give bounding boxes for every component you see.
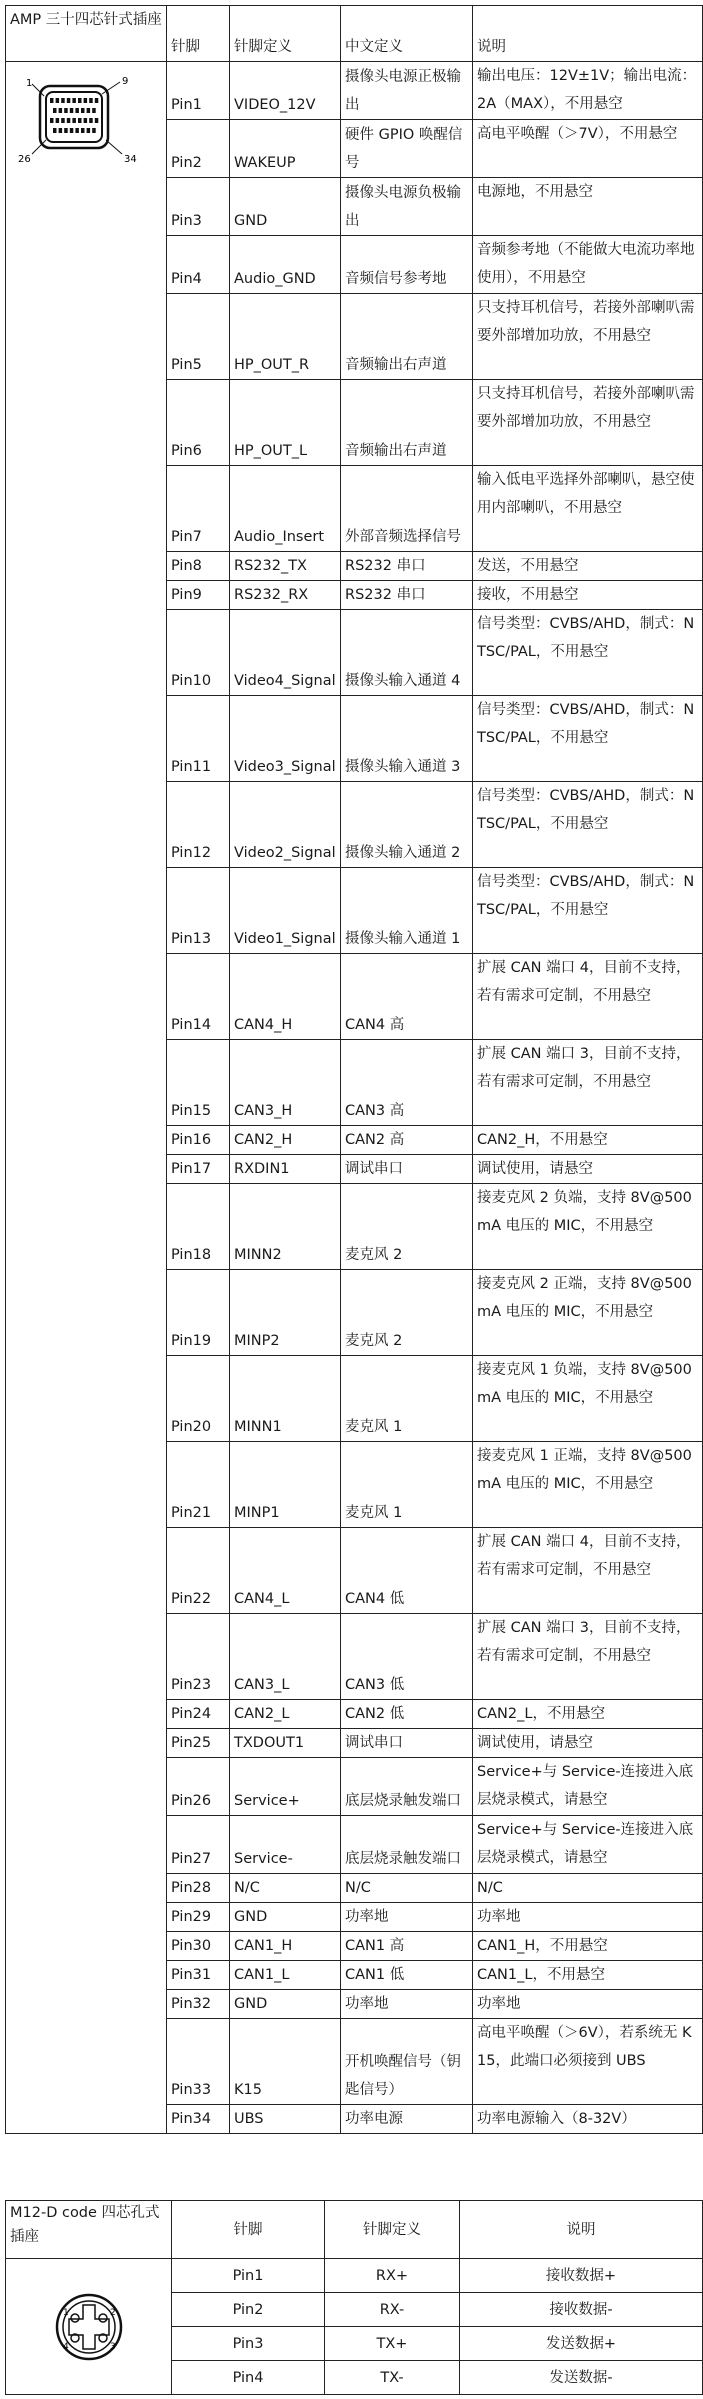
pin-def-cell: CAN4_H xyxy=(230,954,341,1040)
pin-cell: Pin29 xyxy=(167,1903,230,1932)
connector-pin-dot xyxy=(67,98,71,103)
cn-def-cell: 摄像头输入通道 1 xyxy=(341,868,473,954)
pin-cell: Pin21 xyxy=(167,1442,230,1528)
desc-cell: 接收数据- xyxy=(460,2293,703,2327)
cn-def-cell: 音频信号参考地 xyxy=(341,236,473,294)
cn-def-cell: 摄像头输入通道 3 xyxy=(341,696,473,782)
connector-pin-dot xyxy=(56,98,60,103)
cn-def-cell: 调试串口 xyxy=(341,1729,473,1758)
desc-cell: 输出电压：12V±1V；输出电流：2A（MAX），不用悬空 xyxy=(473,62,703,120)
pin-def-cell: RX+ xyxy=(325,2259,460,2293)
pin-cell: Pin2 xyxy=(172,2293,325,2327)
connector-pin-dot xyxy=(67,118,71,123)
pin-cell: Pin4 xyxy=(172,2361,325,2395)
cn-def-cell: 硬件 GPIO 唤醒信号 xyxy=(341,120,473,178)
pin-def-cell: Audio_GND xyxy=(230,236,341,294)
connector-pin-dot xyxy=(92,108,96,113)
pin-cell: Pin8 xyxy=(167,552,230,581)
pin-def-cell: RX- xyxy=(325,2293,460,2327)
cn-def-cell: 麦克风 1 xyxy=(341,1442,473,1528)
desc-cell: 只支持耳机信号，若接外部喇叭需要外部增加功放，不用悬空 xyxy=(473,380,703,466)
cn-def-cell: 调试串口 xyxy=(341,1155,473,1184)
connector-pin-dot xyxy=(89,118,93,123)
desc-cell: 发送数据+ xyxy=(460,2327,703,2361)
cn-def-cell: 音频输出右声道 xyxy=(341,294,473,380)
cn-def-cell: CAN4 低 xyxy=(341,1528,473,1614)
desc-cell: Service+与 Service-连接进入底层烧录模式，请悬空 xyxy=(473,1816,703,1874)
cn-def-cell: 摄像头输入通道 4 xyxy=(341,610,473,696)
pin-cell: Pin3 xyxy=(172,2327,325,2361)
connector-pin-dot xyxy=(87,128,91,133)
connector-pin-dot xyxy=(81,128,85,133)
cn-def-cell: RS232 串口 xyxy=(341,552,473,581)
pin-def-cell: CAN2_L xyxy=(230,1700,341,1729)
connector-pin-dot xyxy=(61,98,64,103)
connector-pin-dot xyxy=(72,118,76,123)
pin-def-cell: UBS xyxy=(230,2105,341,2134)
connector-pin-dot xyxy=(95,98,99,103)
desc-cell: 接收，不用悬空 xyxy=(473,581,703,610)
watermark: ​ xyxy=(323,230,337,270)
pin-def-cell: CAN2_H xyxy=(230,1126,341,1155)
desc-cell: 扩展 CAN 端口 4，目前不支持，若有需求可定制，不用悬空 xyxy=(473,1528,703,1614)
connector-pin-dot xyxy=(64,108,68,113)
pin-def-cell: MINN2 xyxy=(230,1184,341,1270)
conn-label-1: 1 xyxy=(26,78,33,89)
header-pin: 针脚 xyxy=(167,6,230,62)
connector-pin-dot xyxy=(78,98,82,103)
connector-pin-dot xyxy=(56,118,60,123)
pin-def-cell: Video2_Signal xyxy=(230,782,341,868)
desc-cell: 信号类型：CVBS/AHD，制式：NTSC/PAL，不用悬空 xyxy=(473,782,703,868)
cn-def-cell: 功率地 xyxy=(341,1990,473,2019)
pin-def-cell: RXDIN1 xyxy=(230,1155,341,1184)
connector-pin-dot xyxy=(95,118,99,123)
pin-def-cell: RS232_RX xyxy=(230,581,341,610)
m12-connector-icon xyxy=(49,2291,129,2363)
cn-def-cell: 功率电源 xyxy=(341,2105,473,2134)
pin-cell: Pin4 xyxy=(167,236,230,294)
connector-pin-dot xyxy=(81,108,85,113)
cn-def-cell: 麦克风 1 xyxy=(341,1356,473,1442)
cn-def-cell: CAN3 低 xyxy=(341,1614,473,1700)
pin-cell: Pin10 xyxy=(167,610,230,696)
pin-def-cell: GND xyxy=(230,1990,341,2019)
pin-cell: Pin30 xyxy=(167,1932,230,1961)
cn-def-cell: 外部音频选择信号 xyxy=(341,466,473,552)
pin-cell: Pin31 xyxy=(167,1961,230,1990)
cn-def-cell: RS232 串口 xyxy=(341,581,473,610)
pin-cell: Pin27 xyxy=(167,1816,230,1874)
connector-pin-dot xyxy=(92,128,96,133)
pin-cell: Pin18 xyxy=(167,1184,230,1270)
connector-pin-dot xyxy=(78,118,82,123)
pin-cell: Pin20 xyxy=(167,1356,230,1442)
pin-def-cell: TX- xyxy=(325,2361,460,2395)
pin-cell: Pin12 xyxy=(167,782,230,868)
cn-def-cell: 底层烧录触发端口 xyxy=(341,1758,473,1816)
pin-def-cell: Service+ xyxy=(230,1758,341,1816)
connector-pin-dot xyxy=(87,108,91,113)
pin-def-cell: MINP1 xyxy=(230,1442,341,1528)
connector-pin-dot xyxy=(75,108,79,113)
desc-cell: 信号类型：CVBS/AHD，制式：NTSC/PAL，不用悬空 xyxy=(473,696,703,782)
desc-cell: 只支持耳机信号，若接外部喇叭需要外部增加功放，不用悬空 xyxy=(473,294,703,380)
pin-def-cell: CAN1_H xyxy=(230,1932,341,1961)
pin-cell: Pin28 xyxy=(167,1874,230,1903)
pin-def-cell: TXDOUT1 xyxy=(230,1729,341,1758)
pin-cell: Pin32 xyxy=(167,1990,230,2019)
conn-label-9: 9 xyxy=(122,76,129,87)
pin-cell: Pin9 xyxy=(167,581,230,610)
desc-cell: 接麦克风 2 正端，支持 8V@500mA 电压的 MIC，不用悬空 xyxy=(473,1270,703,1356)
header-def: 针脚定义 xyxy=(325,2201,460,2259)
desc-cell: 发送，不用悬空 xyxy=(473,552,703,581)
connector-pin-dot xyxy=(61,118,64,123)
conn-label-34: 34 xyxy=(124,154,137,164)
amp34-connector-icon xyxy=(10,74,150,164)
m12-label-4: 4 xyxy=(62,2341,69,2352)
desc-cell: 功率地 xyxy=(473,1903,703,1932)
header-desc: 说明 xyxy=(460,2201,703,2259)
connector-pin-dot xyxy=(53,128,57,133)
desc-cell: 接麦克风 1 负端，支持 8V@500mA 电压的 MIC，不用悬空 xyxy=(473,1356,703,1442)
connector-pin-dot xyxy=(72,98,76,103)
pin-cell: Pin24 xyxy=(167,1700,230,1729)
desc-cell: 接麦克风 2 负端，支持 8V@500mA 电压的 MIC，不用悬空 xyxy=(473,1184,703,1270)
cn-def-cell: CAN2 高 xyxy=(341,1126,473,1155)
connector-pin-dot xyxy=(59,128,63,133)
cn-def-cell: CAN3 高 xyxy=(341,1040,473,1126)
desc-cell: 接麦克风 1 正端，支持 8V@500mA 电压的 MIC，不用悬空 xyxy=(473,1442,703,1528)
pin-def-cell: Service- xyxy=(230,1816,341,1874)
connector-image-cell xyxy=(6,62,167,2134)
desc-cell: 扩展 CAN 端口 3，目前不支持，若有需求可定制，不用悬空 xyxy=(473,1040,703,1126)
pin-cell: Pin2 xyxy=(167,120,230,178)
pin-def-cell: CAN3_H xyxy=(230,1040,341,1126)
pin-def-cell: TX+ xyxy=(325,2327,460,2361)
connector-pin-dot xyxy=(50,98,54,103)
pin-cell: Pin34 xyxy=(167,2105,230,2134)
pin-def-cell: WAKEUP xyxy=(230,120,341,178)
connector-pin-dot xyxy=(84,98,88,103)
desc-cell: 接收数据+ xyxy=(460,2259,703,2293)
pin-cell: Pin33 xyxy=(167,2019,230,2105)
connector-pin-dot xyxy=(53,108,57,113)
desc-cell: 功率电源输入（8-32V） xyxy=(473,2105,703,2134)
header-def: 针脚定义 xyxy=(230,6,341,62)
desc-cell: 电源地，不用悬空 xyxy=(473,178,703,236)
pin-cell: Pin17 xyxy=(167,1155,230,1184)
desc-cell: 发送数据- xyxy=(460,2361,703,2395)
header-connector: AMP 三十四芯针式插座 xyxy=(6,6,167,62)
desc-cell: N/C xyxy=(473,1874,703,1903)
m12-pinout-table xyxy=(5,2200,703,2395)
pin-def-cell: Video1_Signal xyxy=(230,868,341,954)
pin-cell: Pin16 xyxy=(167,1126,230,1155)
desc-cell: 信号类型：CVBS/AHD，制式：NTSC/PAL，不用悬空 xyxy=(473,868,703,954)
pin-cell: Pin5 xyxy=(167,294,230,380)
pin-def-cell: CAN3_L xyxy=(230,1614,341,1700)
pin-cell: Pin14 xyxy=(167,954,230,1040)
cn-def-cell: CAN1 低 xyxy=(341,1961,473,1990)
desc-cell: 扩展 CAN 端口 3，目前不支持，若有需求可定制，不用悬空 xyxy=(473,1614,703,1700)
pin-cell: Pin1 xyxy=(172,2259,325,2293)
cn-def-cell: 摄像头电源负极输出 xyxy=(341,178,473,236)
connector-pin-dot xyxy=(70,128,74,133)
desc-cell: 调试使用，请悬空 xyxy=(473,1729,703,1758)
header-cn: 中文定义 xyxy=(341,6,473,62)
cn-def-cell: CAN4 高 xyxy=(341,954,473,1040)
pin-def-cell: RS232_TX xyxy=(230,552,341,581)
amp34-pinout-table xyxy=(5,5,703,2134)
header-connector: M12-D code 四芯孔式插座 xyxy=(6,2201,172,2259)
pin-cell: Pin3 xyxy=(167,178,230,236)
pin-cell: Pin7 xyxy=(167,466,230,552)
pin-cell: Pin19 xyxy=(167,1270,230,1356)
cn-def-cell: CAN1 高 xyxy=(341,1932,473,1961)
desc-cell: 输入低电平选择外部喇叭，悬空使用内部喇叭，不用悬空 xyxy=(473,466,703,552)
cn-def-cell: 音频输出右声道 xyxy=(341,380,473,466)
desc-cell: CAN1_L，不用悬空 xyxy=(473,1961,703,1990)
desc-cell: 扩展 CAN 端口 4，目前不支持，若有需求可定制，不用悬空 xyxy=(473,954,703,1040)
pin-cell: Pin15 xyxy=(167,1040,230,1126)
pin-def-cell: CAN4_L xyxy=(230,1528,341,1614)
pin-def-cell: N/C xyxy=(230,1874,341,1903)
m12-label-3: 3 xyxy=(109,2341,116,2352)
connector-image-cell xyxy=(6,2259,172,2395)
connector-pin-dot xyxy=(50,118,54,123)
pin-def-cell: VIDEO_12V xyxy=(230,62,341,120)
connector-pin-dot xyxy=(59,108,63,113)
cn-def-cell: 摄像头电源正极输出 xyxy=(341,62,473,120)
pin-cell: Pin11 xyxy=(167,696,230,782)
pin-def-cell: GND xyxy=(230,178,341,236)
cn-def-cell: 底层烧录触发端口 xyxy=(341,1816,473,1874)
desc-cell: Service+与 Service-连接进入底层烧录模式，请悬空 xyxy=(473,1758,703,1816)
desc-cell: 音频参考地（不能做大电流功率地使用），不用悬空 xyxy=(473,236,703,294)
cn-def-cell: 功率地 xyxy=(341,1903,473,1932)
pin-cell: Pin13 xyxy=(167,868,230,954)
header-pin: 针脚 xyxy=(172,2201,325,2259)
pin-cell: Pin23 xyxy=(167,1614,230,1700)
m12-label-2: 2 xyxy=(109,2307,116,2318)
table-row xyxy=(6,2259,703,2293)
conn-label-26: 26 xyxy=(18,154,31,164)
desc-cell: CAN2_L，不用悬空 xyxy=(473,1700,703,1729)
pin-cell: Pin25 xyxy=(167,1729,230,1758)
pin-def-cell: CAN1_L xyxy=(230,1961,341,1990)
pin-def-cell: Video3_Signal xyxy=(230,696,341,782)
desc-cell: 高电平唤醒（＞7V），不用悬空 xyxy=(473,120,703,178)
table-row xyxy=(6,62,703,120)
pin-cell: Pin6 xyxy=(167,380,230,466)
pin-def-cell: Video4_Signal xyxy=(230,610,341,696)
desc-cell: 高电平唤醒（＞6V），若系统无 K15，此端口必须接到 UBS xyxy=(473,2019,703,2105)
cn-def-cell: 摄像头输入通道 2 xyxy=(341,782,473,868)
desc-cell: 调试使用，请悬空 xyxy=(473,1155,703,1184)
connector-pin-dot xyxy=(75,128,79,133)
pin-cell: Pin26 xyxy=(167,1758,230,1816)
pin-def-cell: K15 xyxy=(230,2019,341,2105)
cn-def-cell: 开机唤醒信号（钥匙信号） xyxy=(341,2019,473,2105)
cn-def-cell: N/C xyxy=(341,1874,473,1903)
pin-def-cell: HP_OUT_L xyxy=(230,380,341,466)
pin-def-cell: MINP2 xyxy=(230,1270,341,1356)
connector-pin-dot xyxy=(84,118,88,123)
pin-cell: Pin22 xyxy=(167,1528,230,1614)
pin-def-cell: MINN1 xyxy=(230,1356,341,1442)
pin-cell: Pin1 xyxy=(167,62,230,120)
m12-label-1: 1 xyxy=(62,2307,69,2318)
desc-cell: 功率地 xyxy=(473,1990,703,2019)
cn-def-cell: 麦克风 2 xyxy=(341,1184,473,1270)
cn-def-cell: 麦克风 2 xyxy=(341,1270,473,1356)
header-desc: 说明 xyxy=(473,6,703,62)
pin-def-cell: GND xyxy=(230,1903,341,1932)
connector-pin-dot xyxy=(70,108,74,113)
desc-cell: CAN2_H，不用悬空 xyxy=(473,1126,703,1155)
pin-def-cell: HP_OUT_R xyxy=(230,294,341,380)
connector-pin-dot xyxy=(64,128,68,133)
desc-cell: 信号类型：CVBS/AHD，制式：NTSC/PAL，不用悬空 xyxy=(473,610,703,696)
desc-cell: CAN1_H，不用悬空 xyxy=(473,1932,703,1961)
connector-pin-dot xyxy=(89,98,93,103)
cn-def-cell: CAN2 低 xyxy=(341,1700,473,1729)
pin-def-cell: Audio_Insert xyxy=(230,466,341,552)
